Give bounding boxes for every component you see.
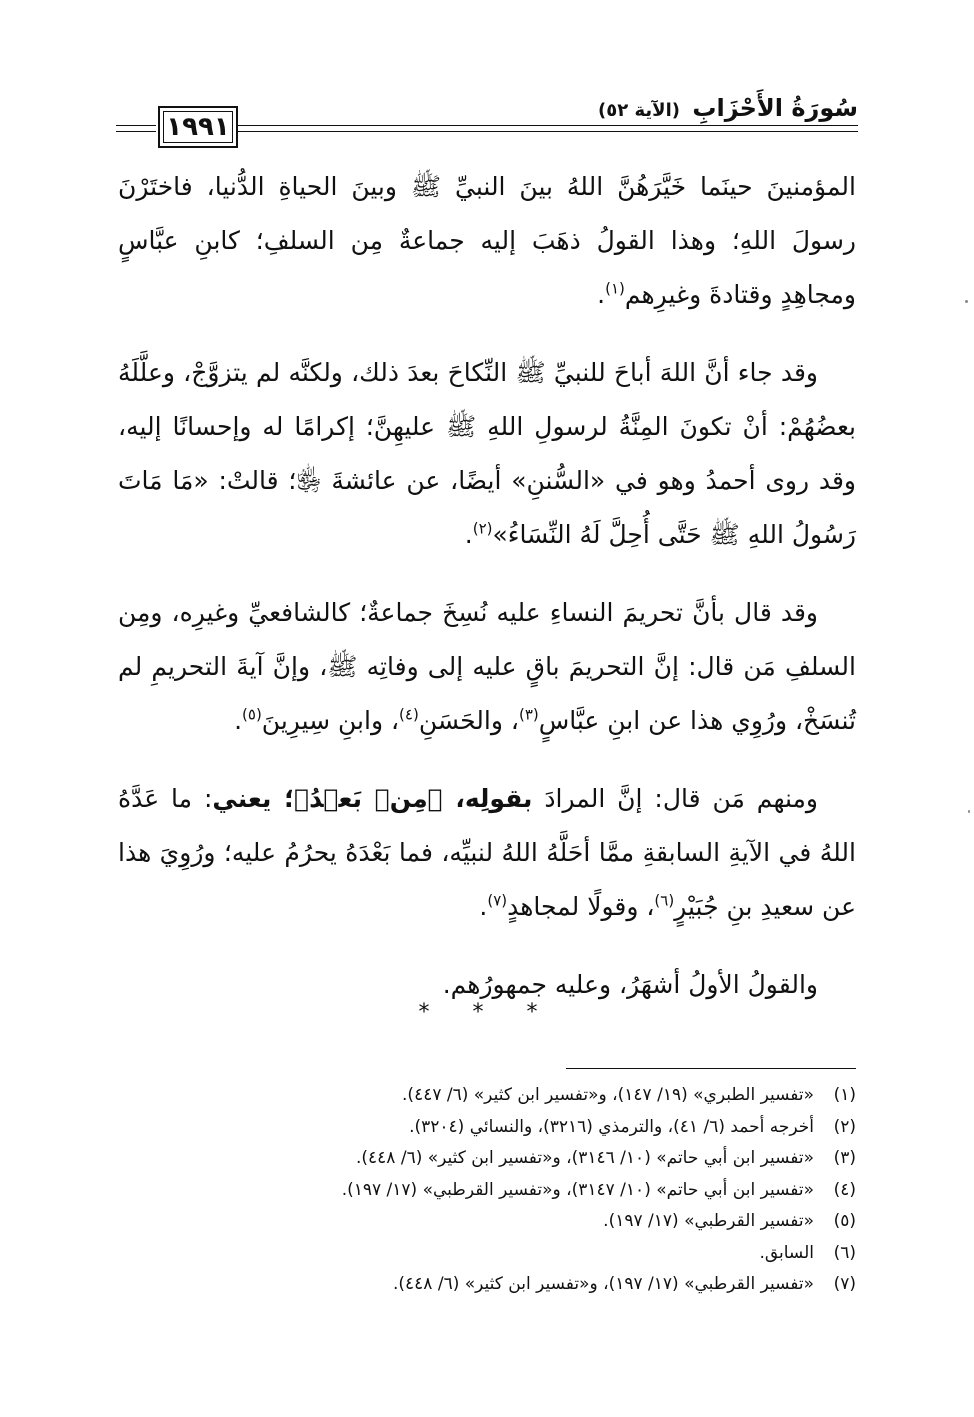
footnote-number: (٤) <box>833 1179 856 1200</box>
footnote-number: (٧) <box>833 1274 856 1294</box>
text-segment: المؤمنينَ حينَما خَيَّرَهُنَّ اللهُ بينَ النبيِّ ﷺ وبينَ الحياةِ الدُّنيا، فاختَرْنَ رسولَ اللهِ؛ وهذا القولُ ذهَبَ إليه جماعةٌ مِن السلفِ؛ كابنِ عبَّاسٍ ومجاهِدٍ وقتادةَ وغيرِهم <box>118 172 856 309</box>
footnote-reference: (٧) <box>487 891 508 910</box>
footnote-item <box>118 1175 856 1207</box>
text-segment: وقد جاء أنَّ اللهَ أباحَ للنبيِّ ﷺ النِّكاحَ بعدَ ذلك، ولكنَّه لم يتزوَّجْ، وعلَّلَهُ بعضُهُمْ: أنْ تكونَ المِنَّةُ لرسولِ اللهِ ﷺ عليهِنَّ؛ إكرامًا له وإحسانًا إليه، وقد روى أحمدُ وهو في «السُّننِ» أيضًا، عن عائشةَ ﵂؛ قالتْ: «مَا مَاتَ رَسُولُ اللهِ ﷺ حَتَّى أُحِلَّ لَهُ النِّسَاءُ» <box>118 358 856 549</box>
page-header <box>118 96 858 156</box>
footnote-number: (٥) <box>833 1211 856 1231</box>
text-segment: وقد قال بأنَّ تحريمَ النساءِ عليه نُسِخَ جماعةٌ؛ كالشافعيِّ وغيرِه، ومِن السلفِ مَن قال: إنَّ التحريمَ باقٍ عليه إلى وفاتِه ﷺ، وإنَّ آيةَ التحريمِ لم تُنسَخْ، ورُوِي هذا عن ابنِ عبَّاسٍ <box>118 598 856 735</box>
paragraph <box>118 772 856 934</box>
header-rule <box>238 125 858 126</box>
text-segment: . <box>464 520 473 549</box>
header-rule <box>116 125 156 126</box>
footnote-item <box>118 1206 856 1238</box>
text-segment: ، والحَسَنِ <box>418 706 519 735</box>
footnote-number: (٢) <box>833 1116 856 1137</box>
text-segment: . <box>479 892 488 921</box>
footnote-text: «تفسير القرطبي» (١٧/ ١٩٧). <box>603 1211 814 1231</box>
emphasized-text: بقولِه، ﴿مِنۢ بَعۡدُ﴾؛ يعني <box>212 784 533 813</box>
paragraph <box>118 346 856 562</box>
paragraph <box>118 160 856 322</box>
footnote-number: (٦) <box>833 1242 856 1263</box>
footnote-item <box>118 1238 856 1270</box>
footnote-text: السابق. <box>759 1242 814 1263</box>
footnote-text: «تفسير ابن أبي حاتم» (١٠/ ٣١٤٧)، و«تفسير القرطبي» (١٧/ ١٩٧). <box>341 1179 814 1200</box>
page-number: ١٩٩١ <box>166 112 230 142</box>
footnote-text: «تفسير الطبري» (١٩/ ١٤٧)، و«تفسير ابن كثير» (٦/ ٤٤٧). <box>402 1085 814 1105</box>
footnote-item <box>118 1112 856 1144</box>
main-text <box>118 160 856 1036</box>
footnote-number: (٣) <box>833 1148 856 1168</box>
footnote-number: (١) <box>833 1085 856 1105</box>
ayah-reference: (الآية ٥٢) <box>598 100 680 121</box>
footnote-text: «تفسير ابن أبي حاتم» (١٠/ ٣١٤٦)، و«تفسير ابن كثير» (٦/ ٤٤٨). <box>356 1148 814 1168</box>
footnote-reference: (٢) <box>472 519 493 538</box>
header-rule <box>238 131 858 132</box>
paragraph <box>118 586 856 748</box>
footnote-text: أخرجه أحمد (٦/ ٤١)، والترمذي (٣٢١٦)، والنسائي (٣٢٠٤). <box>409 1116 814 1137</box>
text-segment: ، وقولًا لمجاهدٍ <box>507 892 655 921</box>
footnotes <box>118 1080 856 1301</box>
section-separator: * * * <box>418 1000 556 1025</box>
scan-speck <box>968 810 970 813</box>
footnote-item <box>118 1143 856 1175</box>
text-segment: ومنهم مَن قال: إنَّ المرادَ <box>532 784 818 813</box>
footnote-reference: (٣) <box>518 705 539 724</box>
footnote-reference: (١) <box>605 279 625 298</box>
scan-speck <box>965 300 968 303</box>
footnote-reference: (٥) <box>242 705 262 724</box>
header-rule <box>116 131 156 132</box>
footnote-item <box>118 1080 856 1112</box>
surah-title <box>598 94 858 122</box>
text-segment: : ما عَدَّهُ اللهُ في الآيةِ السابقةِ ممَّا أحَلَّهُ اللهُ لنبيِّه، فما بَعْدَهُ يحرُمُ عليه؛ ورُوِيَ هذا عن سعيدِ بنِ جُبَيْرٍ <box>118 784 856 921</box>
footnote-reference: (٤) <box>399 705 419 724</box>
page-number-frame <box>158 106 238 148</box>
footnote-reference: (٦) <box>654 891 675 910</box>
footnote-divider <box>566 1068 856 1069</box>
surah-name: سُورَةُ الأَحْزَابِ <box>692 94 858 122</box>
text-segment: . <box>597 280 606 309</box>
text-segment: والقولُ الأولُ أشهَرُ، وعليه جمهورُهم. <box>442 970 818 999</box>
text-segment: . <box>234 706 243 735</box>
footnote-item <box>118 1269 856 1301</box>
text-segment: ، وابنِ سِيرِينَ <box>261 706 400 735</box>
footnote-text: «تفسير القرطبي» (١٧/ ١٩٧)، و«تفسير ابن كثير» (٦/ ٤٤٨). <box>392 1274 814 1294</box>
